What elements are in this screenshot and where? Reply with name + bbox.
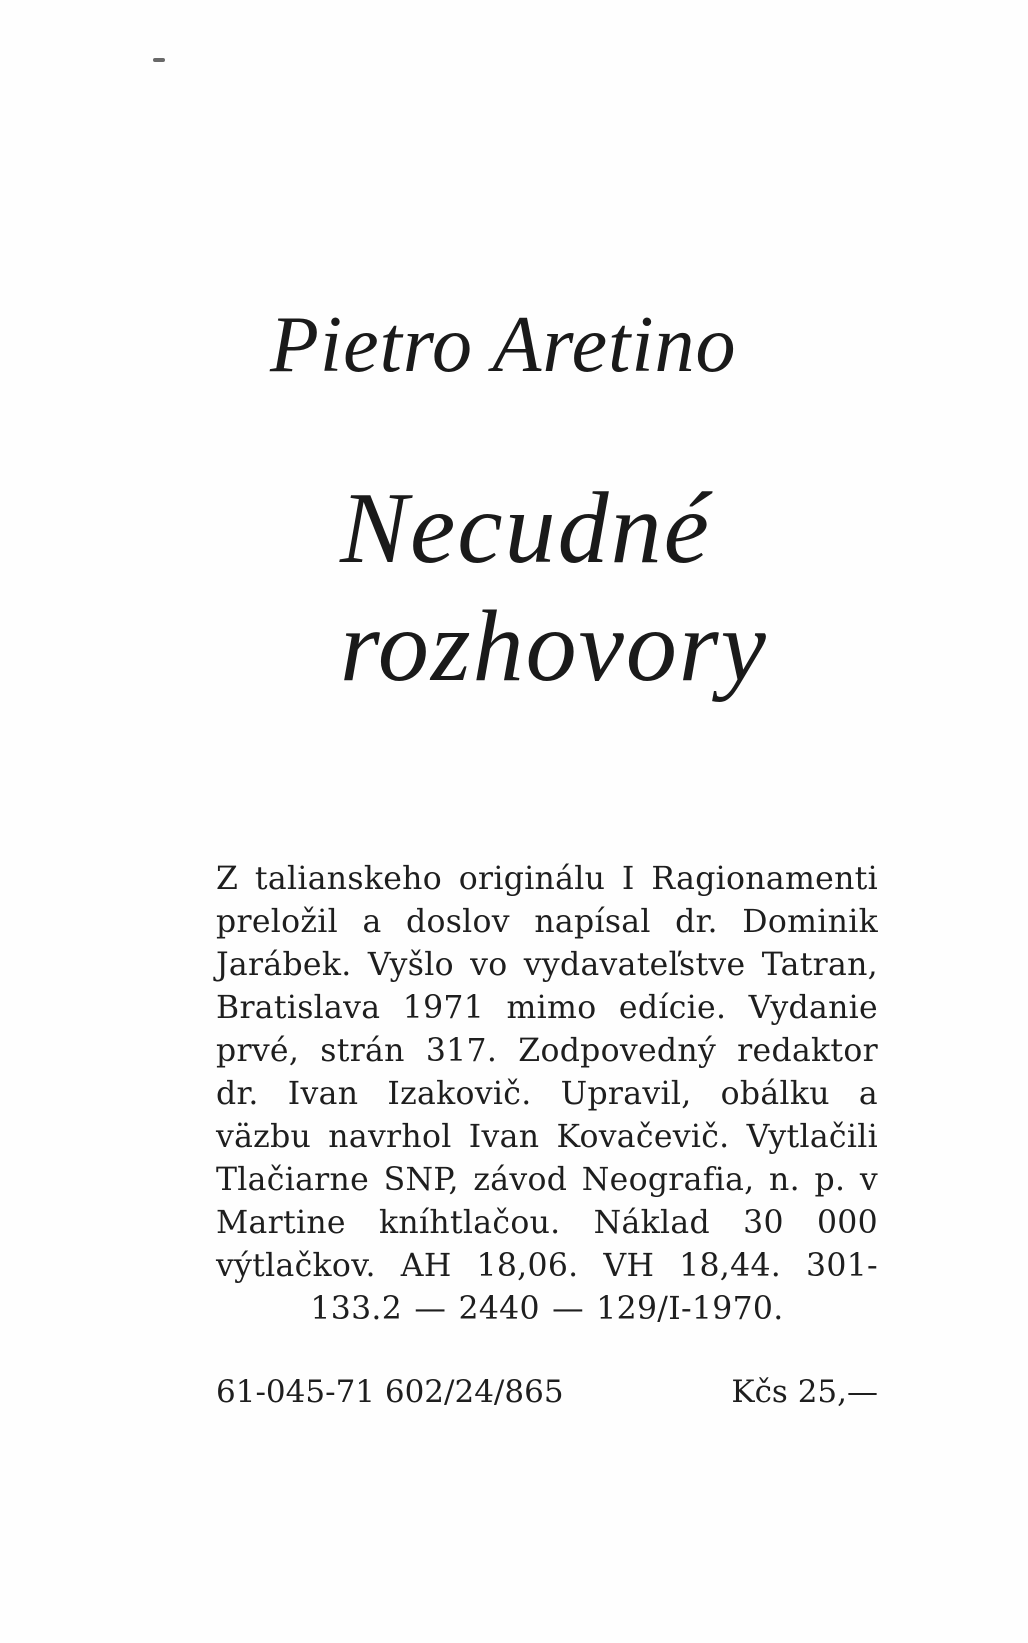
book-title-line-2: rozhovory xyxy=(340,590,768,703)
book-title-line-1: Necudné xyxy=(340,472,711,585)
imprint-footer xyxy=(216,1370,878,1414)
ink-speck xyxy=(153,58,165,62)
catalog-codes: 61-045-71 602/24/865 xyxy=(216,1374,564,1410)
author-name: Pietro Aretino xyxy=(270,301,737,389)
colophon-text: Z talianskeho originálu I Ragionamenti preložil a doslov napísal dr. Dominik Jarábek. Vyšlo vo vydavateľstve Tatran, Bratislava 1971 mimo edície. Vydanie prvé, strán 317. Zodpovedný redaktor dr. Ivan Izakovič. Upravil, obálku a väzbu navrhol Ivan Kovačevič. Vytlačili Tlačiarne SNP, závod Neografia, n. p. v Martine kníhtlačou. Náklad 30 000 výtlačkov. AH 18,06. VH 18,44. 301-133.2 — 2440 — 129/I-1970. xyxy=(216,861,878,1327)
price-label: Kčs 25,— xyxy=(731,1374,878,1410)
book-title xyxy=(340,470,860,706)
